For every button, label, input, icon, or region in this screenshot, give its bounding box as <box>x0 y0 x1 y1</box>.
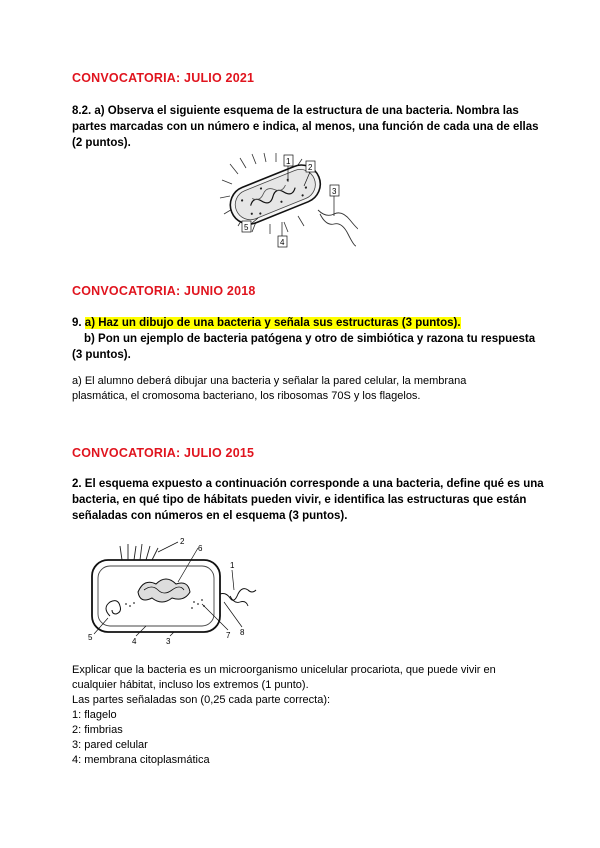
figure-label: 7 <box>226 631 231 640</box>
question-line: bacteria, en qué tipo de hábitats pueden vivir, e identifica las estructuras que están <box>72 494 527 506</box>
bacteria-diagram-1 <box>218 152 358 248</box>
question-line: 8.2. a) Observa el siguiente esquema de la estructura de una bacteria. Nombra las <box>72 105 519 117</box>
answer-line: 3: pared celular <box>72 739 148 751</box>
question-text <box>72 476 552 524</box>
figure-label: 2 <box>180 537 185 546</box>
figure-label: 4 <box>132 637 137 646</box>
answer-line: Explicar que la bacteria es un microorganismo unicelular procariota, que puede vivir en <box>72 664 496 676</box>
figure-label: 3 <box>166 637 171 646</box>
figure-label: 2 <box>308 163 313 172</box>
figure-label: 3 <box>332 187 337 196</box>
question-line: b) Pon un ejemplo de bacteria patógena y otro de simbiótica y razona tu respuesta <box>84 333 536 345</box>
answer-line: 2: fimbrias <box>72 724 123 736</box>
answer-line: 4: membrana citoplasmática <box>72 754 210 766</box>
figure-label: 4 <box>280 238 285 247</box>
question-line: señaladas con números en el esquema (3 puntos). <box>72 510 348 522</box>
question-a-highlighted: a) Haz un dibujo de una bacteria y señala sus estructuras (3 puntos). <box>84 317 461 329</box>
section-heading: CONVOCATORIA: JULIO 2021 <box>72 71 255 85</box>
figure-label: 6 <box>198 544 203 553</box>
figure-label: 5 <box>244 223 249 232</box>
question-number: 9. <box>72 317 82 329</box>
answer-line: Las partes señaladas son (0,25 cada parte correcta): <box>72 694 331 706</box>
answer-line: 1: flagelo <box>72 709 117 721</box>
answer-line: cualquier hábitat, incluso los extremos (1 punto). <box>72 679 309 691</box>
question-line: (3 puntos). <box>72 349 131 361</box>
section-heading: CONVOCATORIA: JUNIO 2018 <box>72 284 256 298</box>
figure-label: 1 <box>230 561 235 570</box>
answer-line: plasmática, el cromosoma bacteriano, los ribosomas 70S y los flagelos. <box>72 390 421 402</box>
question-line: (2 puntos). <box>72 137 131 149</box>
figure-label: 5 <box>88 633 93 642</box>
section-heading: CONVOCATORIA: JULIO 2015 <box>72 446 255 460</box>
question-text <box>72 103 542 151</box>
question-line: partes marcadas con un número e indica, al menos, una función de cada una de ellas <box>72 121 539 133</box>
figure-label: 8 <box>240 628 245 637</box>
answer-text <box>72 663 562 768</box>
figure-label: 1 <box>286 157 291 166</box>
answer-line: a) El alumno deberá dibujar una bacteria y señalar la pared celular, la membrana <box>72 375 467 387</box>
question-text <box>72 315 552 363</box>
answer-text <box>72 374 552 404</box>
question-line: 2. El esquema expuesto a continuación corresponde a una bacteria, define qué es una <box>72 478 544 490</box>
bacteria-diagram-2 <box>74 532 260 648</box>
